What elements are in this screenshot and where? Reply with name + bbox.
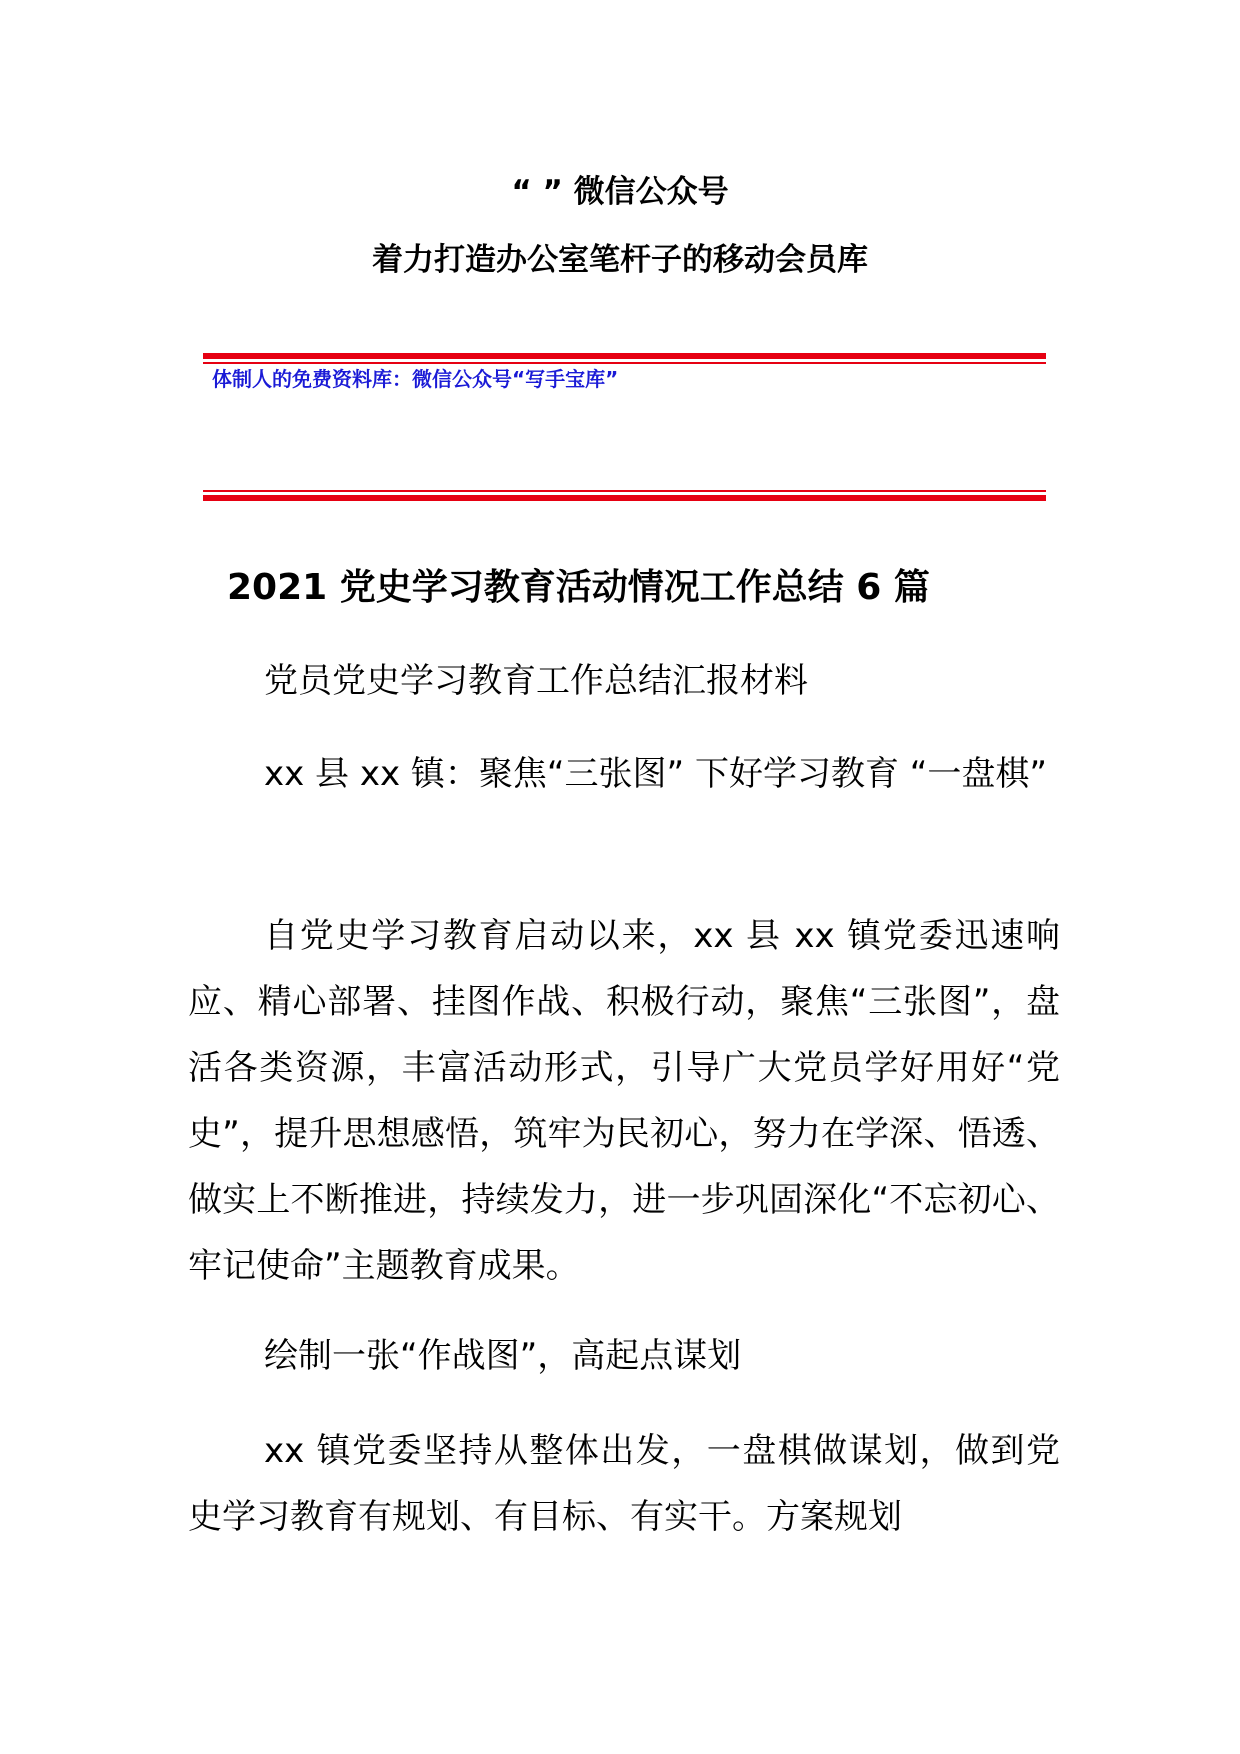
header-line1: “ ” 微信公众号 — [511, 174, 729, 210]
document-title: 2021 党史学习教育活动情况工作总结 6 篇 — [227, 567, 930, 608]
paragraph-heading: xx 县 xx 镇：聚焦“三张图” 下好学习教育 “一盘棋” — [264, 754, 1047, 794]
header-rule-top-thick — [203, 353, 1046, 359]
header-rule-bottom-thin — [203, 490, 1046, 492]
paragraph-section-body: xx 镇党委坚持从整体出发，一盘棋做谋划，做到党史学习教育有规划、有目标、有实干。方案规划 — [188, 1431, 1060, 1537]
header-rule-bottom-thick — [203, 495, 1046, 501]
paragraph-section-heading: 绘制一张“作战图”，高起点谋划 — [264, 1336, 742, 1376]
promo-text: 体制人的免费资料库：微信公众号“写手宝库” — [212, 367, 619, 391]
paragraph-subtitle: 党员党史学习教育工作总结汇报材料 — [264, 661, 808, 701]
header-line2: 着力打造办公室笔杆子的移动会员库 — [372, 242, 868, 278]
paragraph-intro: 自党史学习教育启动以来，xx 县 xx 镇党委迅速响应、精心部署、挂图作战、积极行动，聚焦“三张图”，盘活各类资源，丰富活动形式，引导广大党员学好用好“党史”，提升思想感悟，筑牢为民初心，努力在学深、悟透、做实上不断推进，持续发力，进一步巩固深化“不忘初心、牢记使命”主题教育成果。 — [188, 916, 1060, 1286]
